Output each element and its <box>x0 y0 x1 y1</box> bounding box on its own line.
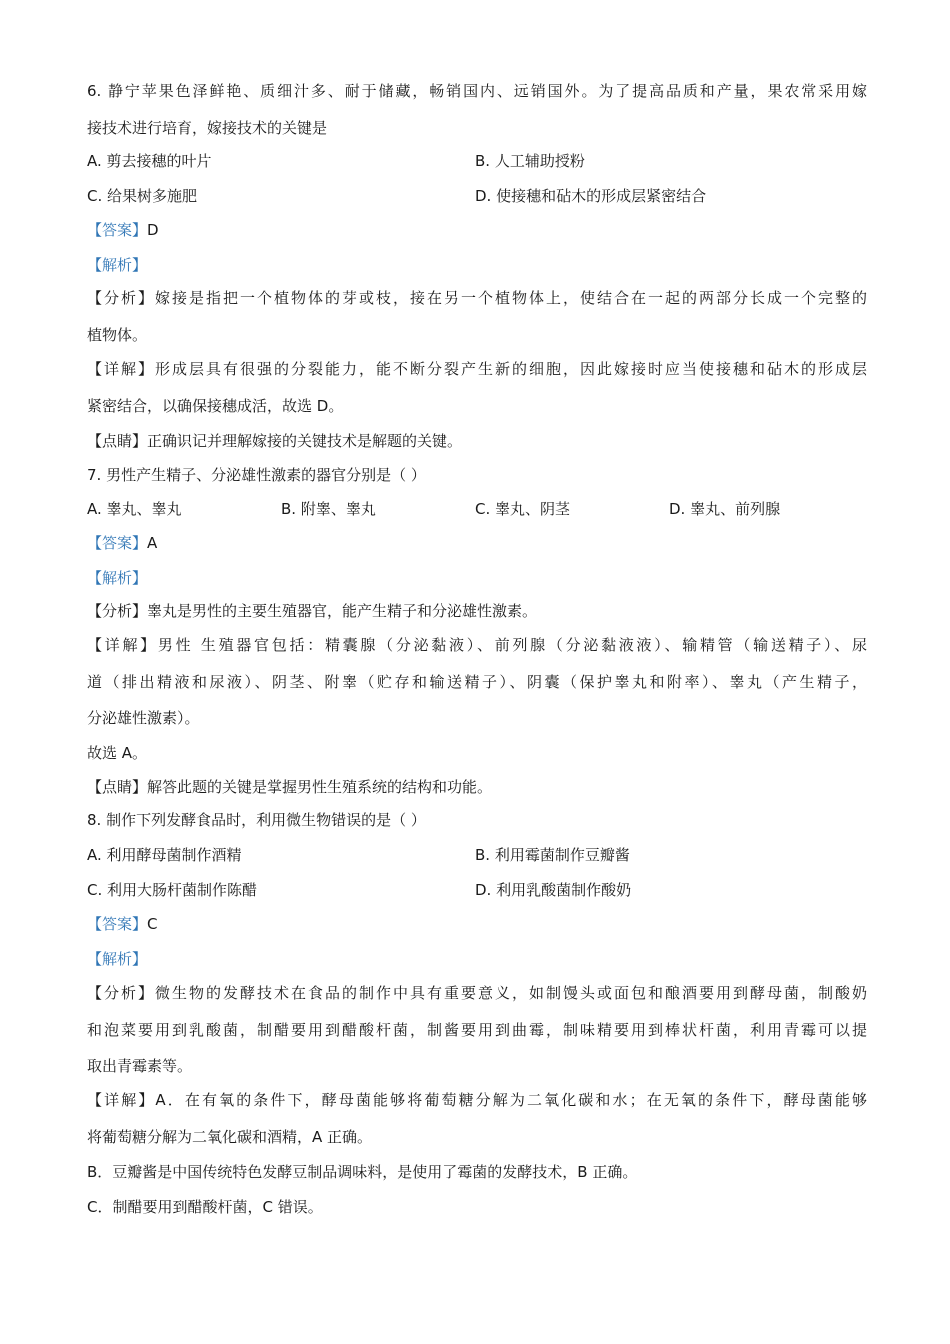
q7-option-d: D. 睾丸、前列腺 <box>669 500 781 518</box>
answer-value: D <box>147 221 159 239</box>
q6-fenxi-line-1: 【分析】嫁接是指把一个植物体的芽或枝，接在另一个植物体上，使结合在一起的两部分长成一个完整的 <box>87 289 867 307</box>
q6-xiangjie-line-2: 紧密结合，以确保接穗成活，故选 D。 <box>87 397 344 415</box>
q7-option-c: C. 睾丸、阴茎 <box>475 500 571 518</box>
q6-xiangjie-line-1: 【详解】形成层具有很强的分裂能力，能不断分裂产生新的细胞，因此嫁接时应当使接穗和砧木的形成层 <box>87 360 867 378</box>
q7-dianjing: 【点睛】解答此题的关键是掌握男性生殖系统的结构和功能。 <box>87 778 493 796</box>
q7-fenxi: 【分析】睾丸是男性的主要生殖器官，能产生精子和分泌雄性激素。 <box>87 602 538 620</box>
q6-option-b: B. 人工辅助授粉 <box>475 152 585 170</box>
q7-answer <box>87 533 867 553</box>
q7-conclusion: 故选 A。 <box>87 744 148 762</box>
q8-option-b: B. 利用霉菌制作豆瓣酱 <box>475 846 630 864</box>
q8-answer <box>87 914 867 934</box>
q7-stem: 7. 男性产生精子、分泌雄性激素的器官分别是（ ） <box>87 466 426 484</box>
answer-value: A <box>147 534 158 552</box>
q6-option-a: A. 剪去接穗的叶片 <box>87 152 212 170</box>
answer-label: 【答案】 <box>87 221 148 239</box>
q6-analysis-label: 【解析】 <box>87 256 148 274</box>
q6-fenxi-line-2: 植物体。 <box>87 326 148 344</box>
q8-fenxi-line-1: 【分析】微生物的发酵技术在食品的制作中具有重要意义，如制馒头或面包和酿酒要用到酵母菌，制酸奶 <box>87 984 867 1002</box>
q8-xiangjie-line-2: 将葡萄糖分解为二氧化碳和酒精，A 正确。 <box>87 1128 373 1146</box>
q8-xiangjie-line-1: 【详解】A．在有氧的条件下，酵母菌能够将葡萄糖分解为二氧化碳和水；在无氧的条件下，酵母菌能够 <box>87 1091 867 1109</box>
q8-option-c: C. 利用大肠杆菌制作陈醋 <box>87 881 258 899</box>
q7-analysis-label: 【解析】 <box>87 569 148 587</box>
answer-label: 【答案】 <box>87 915 148 933</box>
answer-value: C <box>147 915 158 933</box>
q6-answer <box>87 220 867 240</box>
q7-option-b: B. 附睾、睾丸 <box>281 500 376 518</box>
q6-option-d: D. 使接穗和砧木的形成层紧密结合 <box>475 187 707 205</box>
q7-xiangjie-line-3: 分泌雄性激素）。 <box>87 709 200 727</box>
answer-label: 【答案】 <box>87 534 148 552</box>
q8-analysis-label: 【解析】 <box>87 950 148 968</box>
q6-stem-line-2: 接技术进行培育，嫁接技术的关键是 <box>87 119 328 137</box>
q8-fenxi-line-3: 取出青霉素等。 <box>87 1057 193 1075</box>
q7-xiangjie-line-2: 道（排出精液和尿液）、阴茎、附睾（贮存和输送精子）、阴囊（保护睾丸和附率）、睾丸（产生精子， <box>87 673 867 691</box>
q8-option-d: D. 利用乳酸菌制作酸奶 <box>475 881 632 899</box>
q7-option-a: A. 睾丸、睾丸 <box>87 500 182 518</box>
q7-xiangjie-line-1: 【详解】男性 生殖器官包括：精囊腺（分泌黏液）、前列腺（分泌黏液液）、输精管（输送精子）、尿 <box>87 636 867 654</box>
q6-option-c: C. 给果树多施肥 <box>87 187 198 205</box>
q8-option-b-explanation: B．豆瓣酱是中国传统特色发酵豆制品调味料，是使用了霉菌的发酵技术，B 正确。 <box>87 1163 638 1181</box>
q6-dianjing: 【点睛】正确识记并理解嫁接的关键技术是解题的关键。 <box>87 432 463 450</box>
q8-stem: 8. 制作下列发酵食品时，利用微生物错误的是（ ） <box>87 811 426 829</box>
q8-option-a: A. 利用酵母菌制作酒精 <box>87 846 242 864</box>
q8-option-c-explanation: C．制醋要用到醋酸杆菌，C 错误。 <box>87 1198 323 1216</box>
q6-stem-line-1: 6. 静宁苹果色泽鲜艳、质细汁多、耐于储藏，畅销国内、远销国外。为了提高品质和产量，果农常采用嫁 <box>87 82 867 100</box>
q8-fenxi-line-2: 和泡菜要用到乳酸菌，制醋要用到醋酸杆菌，制酱要用到曲霉，制味精要用到棒状杆菌，利用青霉可以提 <box>87 1021 867 1039</box>
